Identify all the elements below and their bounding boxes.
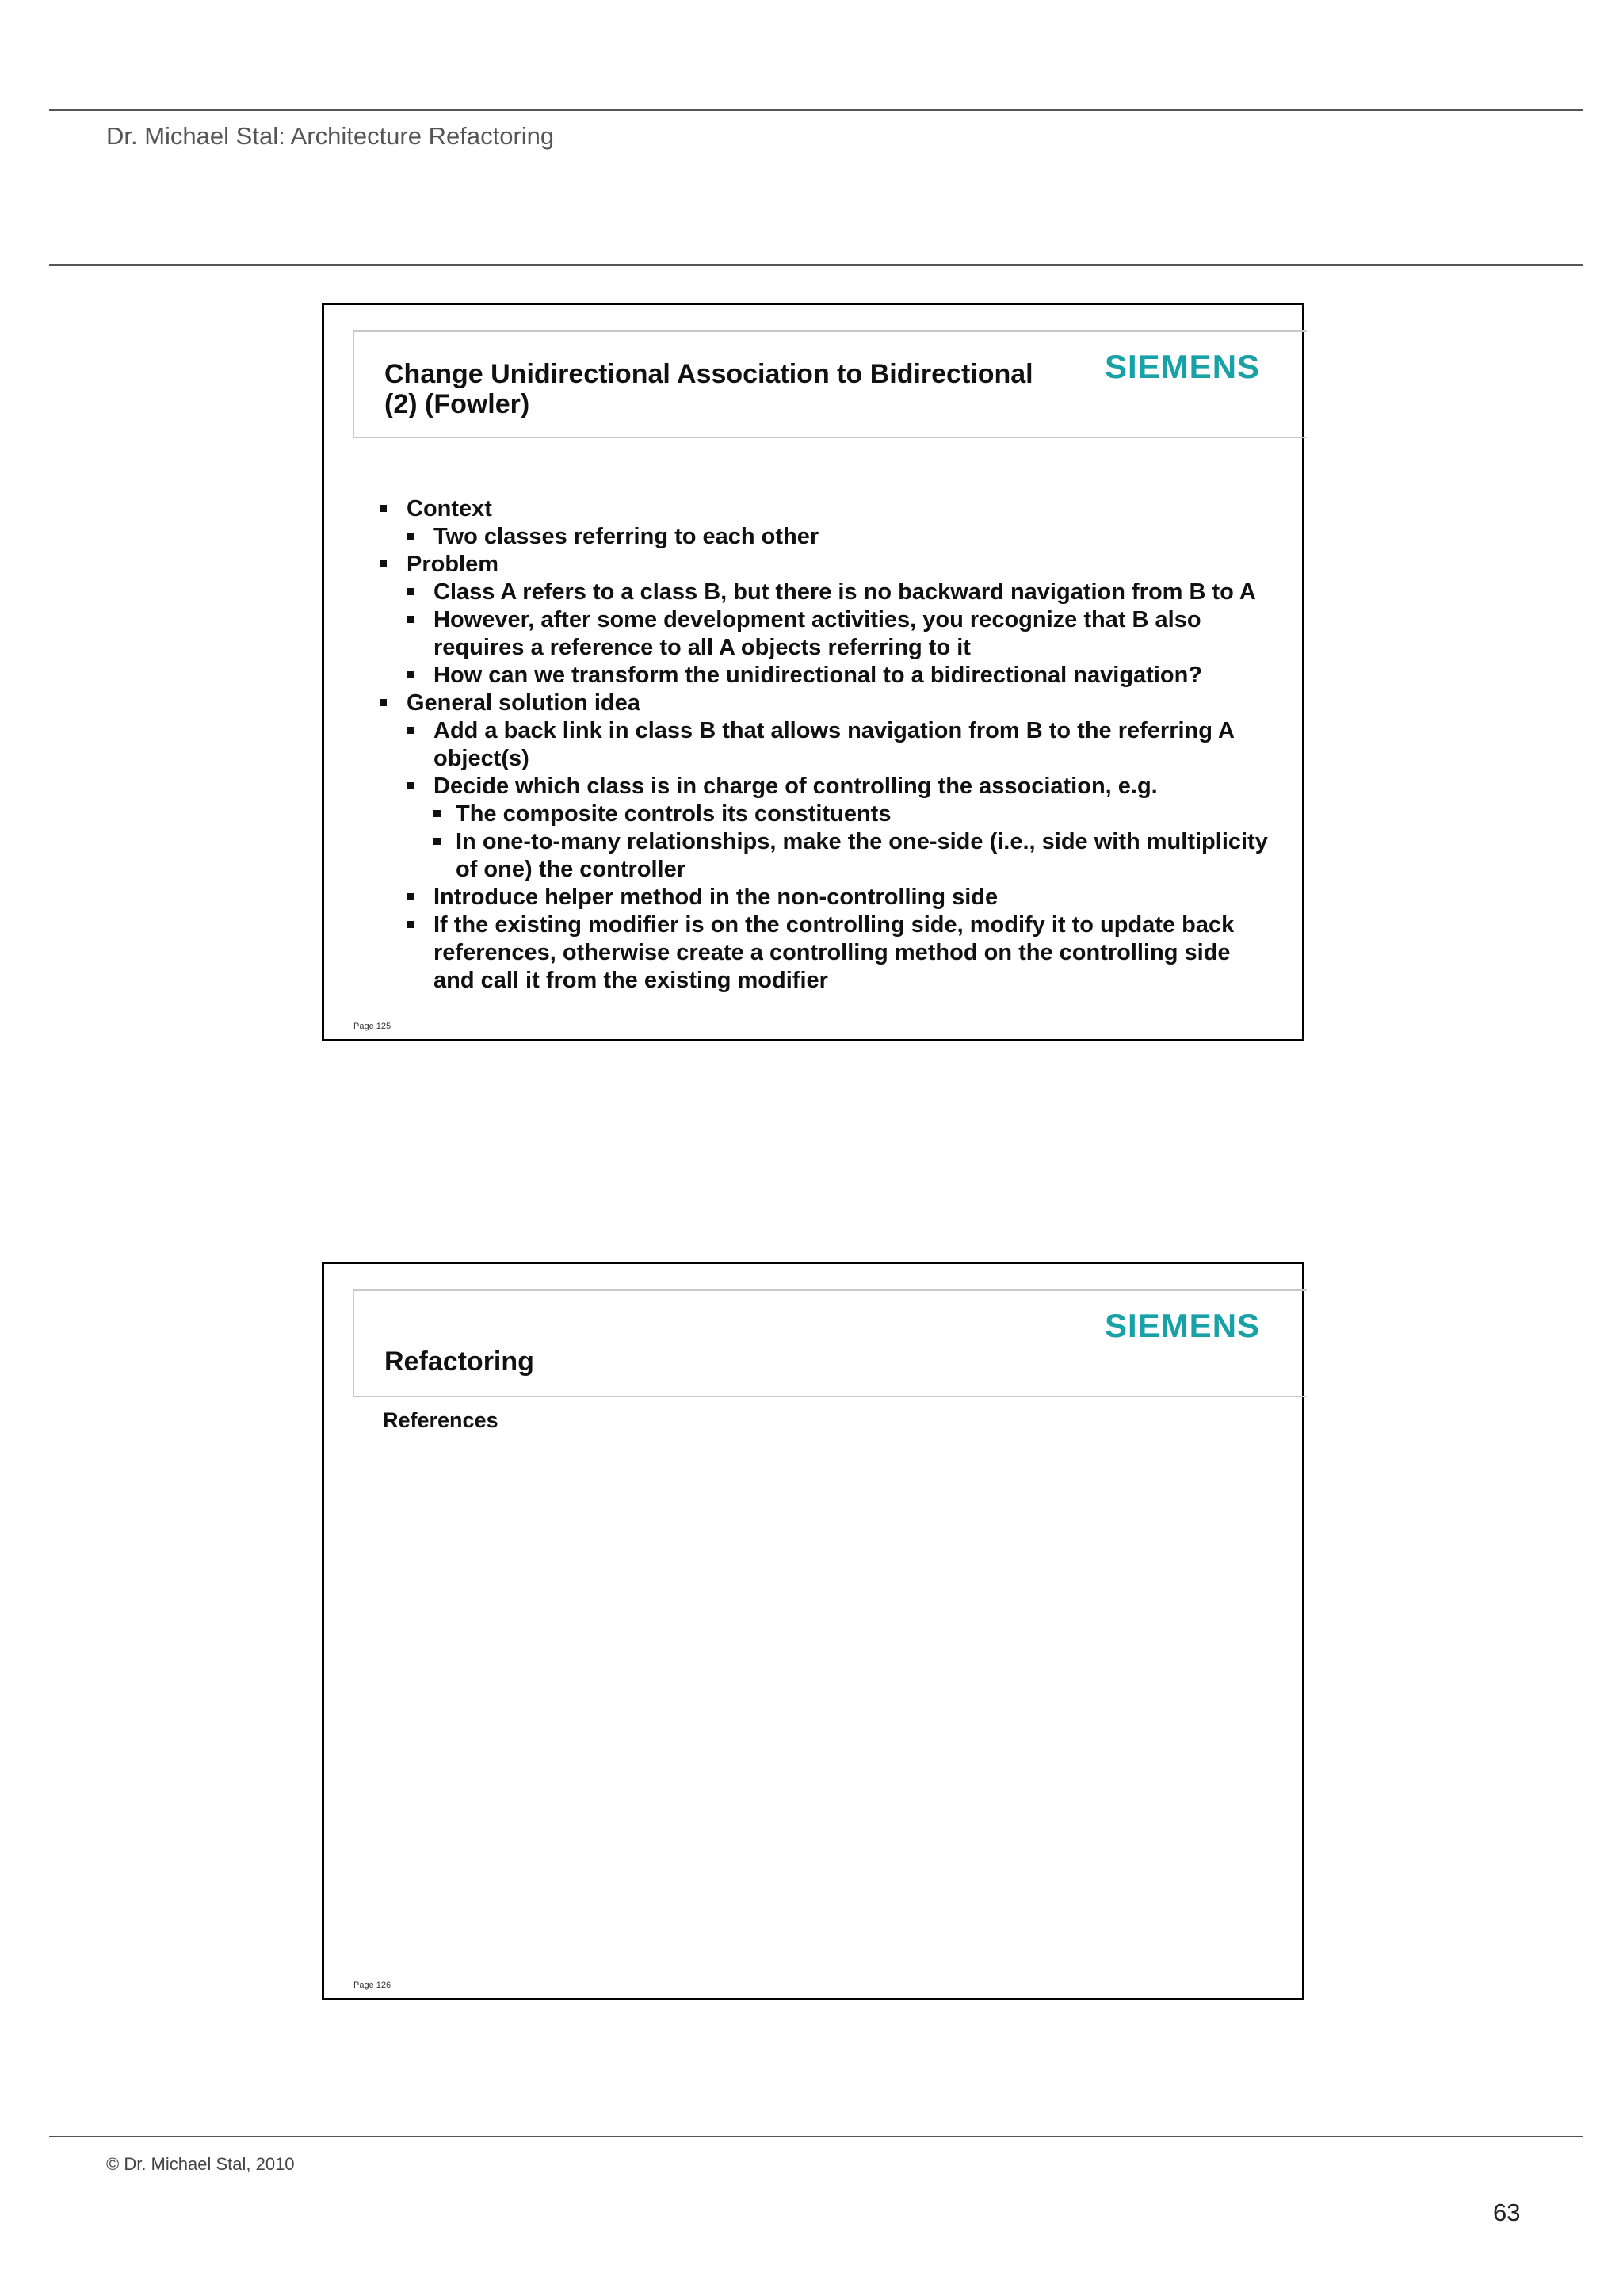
bullet-text: Decide which class is in charge of controlling the association, e.g.: [433, 774, 1158, 799]
bullet-item-level-2: [380, 662, 1275, 690]
square-bullet-icon: [433, 838, 441, 845]
bullet-text: In one-to-many relationships, make the one-side (i.e., side with multiplicity of one) the controller: [456, 829, 1268, 882]
bullet-item-level-2: [380, 606, 1275, 662]
header-rule-bottom: [49, 264, 1583, 266]
square-bullet-icon: [407, 533, 414, 540]
bullet-text: Two classes referring to each other: [433, 524, 819, 549]
page-number: 63: [1493, 2199, 1521, 2226]
slide-title-line-1: Change Unidirectional Association to Bidirectional: [384, 359, 1033, 389]
document-header: Dr. Michael Stal: Architecture Refactoring: [106, 122, 555, 150]
bullet-item-level-2: [380, 911, 1275, 995]
bullet-text: Add a back link in class B that allows navigation from B to the referring A object(s): [433, 718, 1234, 771]
square-bullet-icon: [407, 671, 414, 678]
square-bullet-icon: [380, 699, 387, 706]
bullet-text: General solution idea: [407, 690, 640, 716]
slide-title: [384, 359, 1082, 419]
bullet-text: The composite controls its constituents: [456, 801, 892, 827]
bullet-item-level-1: [380, 551, 1275, 579]
header-rule-top: [49, 109, 1583, 111]
footer-rule: [49, 2136, 1583, 2137]
bullet-item-level-1: [380, 690, 1275, 717]
slide-title-box: [353, 1289, 1307, 1397]
slide-page-label: Page 125: [353, 1022, 391, 1031]
bullet-text: Class A refers to a class B, but there is no backward navigation from B to A: [433, 579, 1256, 605]
slide-title: Refactoring: [384, 1347, 534, 1377]
square-bullet-icon: [433, 810, 441, 817]
bullet-text: If the existing modifier is on the controlling side, modify it to update back references, otherwise create a controlling method on the controlling side and call it from the existing modifier: [433, 912, 1235, 993]
square-bullet-icon: [380, 560, 387, 567]
square-bullet-icon: [407, 893, 414, 900]
bullet-item-level-2: [380, 579, 1275, 606]
copyright-notice: © Dr. Michael Stal, 2010: [106, 2154, 295, 2174]
slide-subheading: References: [383, 1408, 498, 1432]
square-bullet-icon: [407, 616, 414, 623]
square-bullet-icon: [380, 505, 387, 512]
square-bullet-icon: [407, 727, 414, 734]
siemens-logo: SIEMENS: [1105, 348, 1261, 385]
square-bullet-icon: [407, 782, 414, 789]
bullet-item-level-2: [380, 717, 1275, 773]
bullet-text: Introduce helper method in the non-controlling side: [433, 884, 999, 910]
siemens-logo: SIEMENS: [1105, 1307, 1261, 1344]
bullet-item-level-3: [380, 800, 1275, 828]
slide-bullet-list: [380, 495, 1275, 995]
slide-page-label: Page 126: [353, 1981, 391, 1990]
bullet-item-level-2: [380, 523, 1275, 551]
bullet-item-level-2: [380, 884, 1275, 911]
bullet-item-level-3: [380, 828, 1275, 884]
square-bullet-icon: [407, 921, 414, 928]
slide-125: [322, 303, 1304, 1041]
slide-title-line-2: (2) (Fowler): [384, 389, 530, 419]
bullet-text: Context: [407, 496, 492, 521]
bullet-item-level-1: [380, 495, 1275, 523]
slide-126: [322, 1262, 1304, 2000]
square-bullet-icon: [407, 588, 414, 595]
bullet-item-level-2: [380, 773, 1275, 800]
bullet-text: However, after some development activities, you recognize that B also requires a reference to all A objects referring to it: [433, 607, 1201, 660]
bullet-text: How can we transform the unidirectional to a bidirectional navigation?: [433, 663, 1203, 688]
slide-title-box: [353, 330, 1307, 438]
bullet-text: Problem: [407, 552, 499, 577]
